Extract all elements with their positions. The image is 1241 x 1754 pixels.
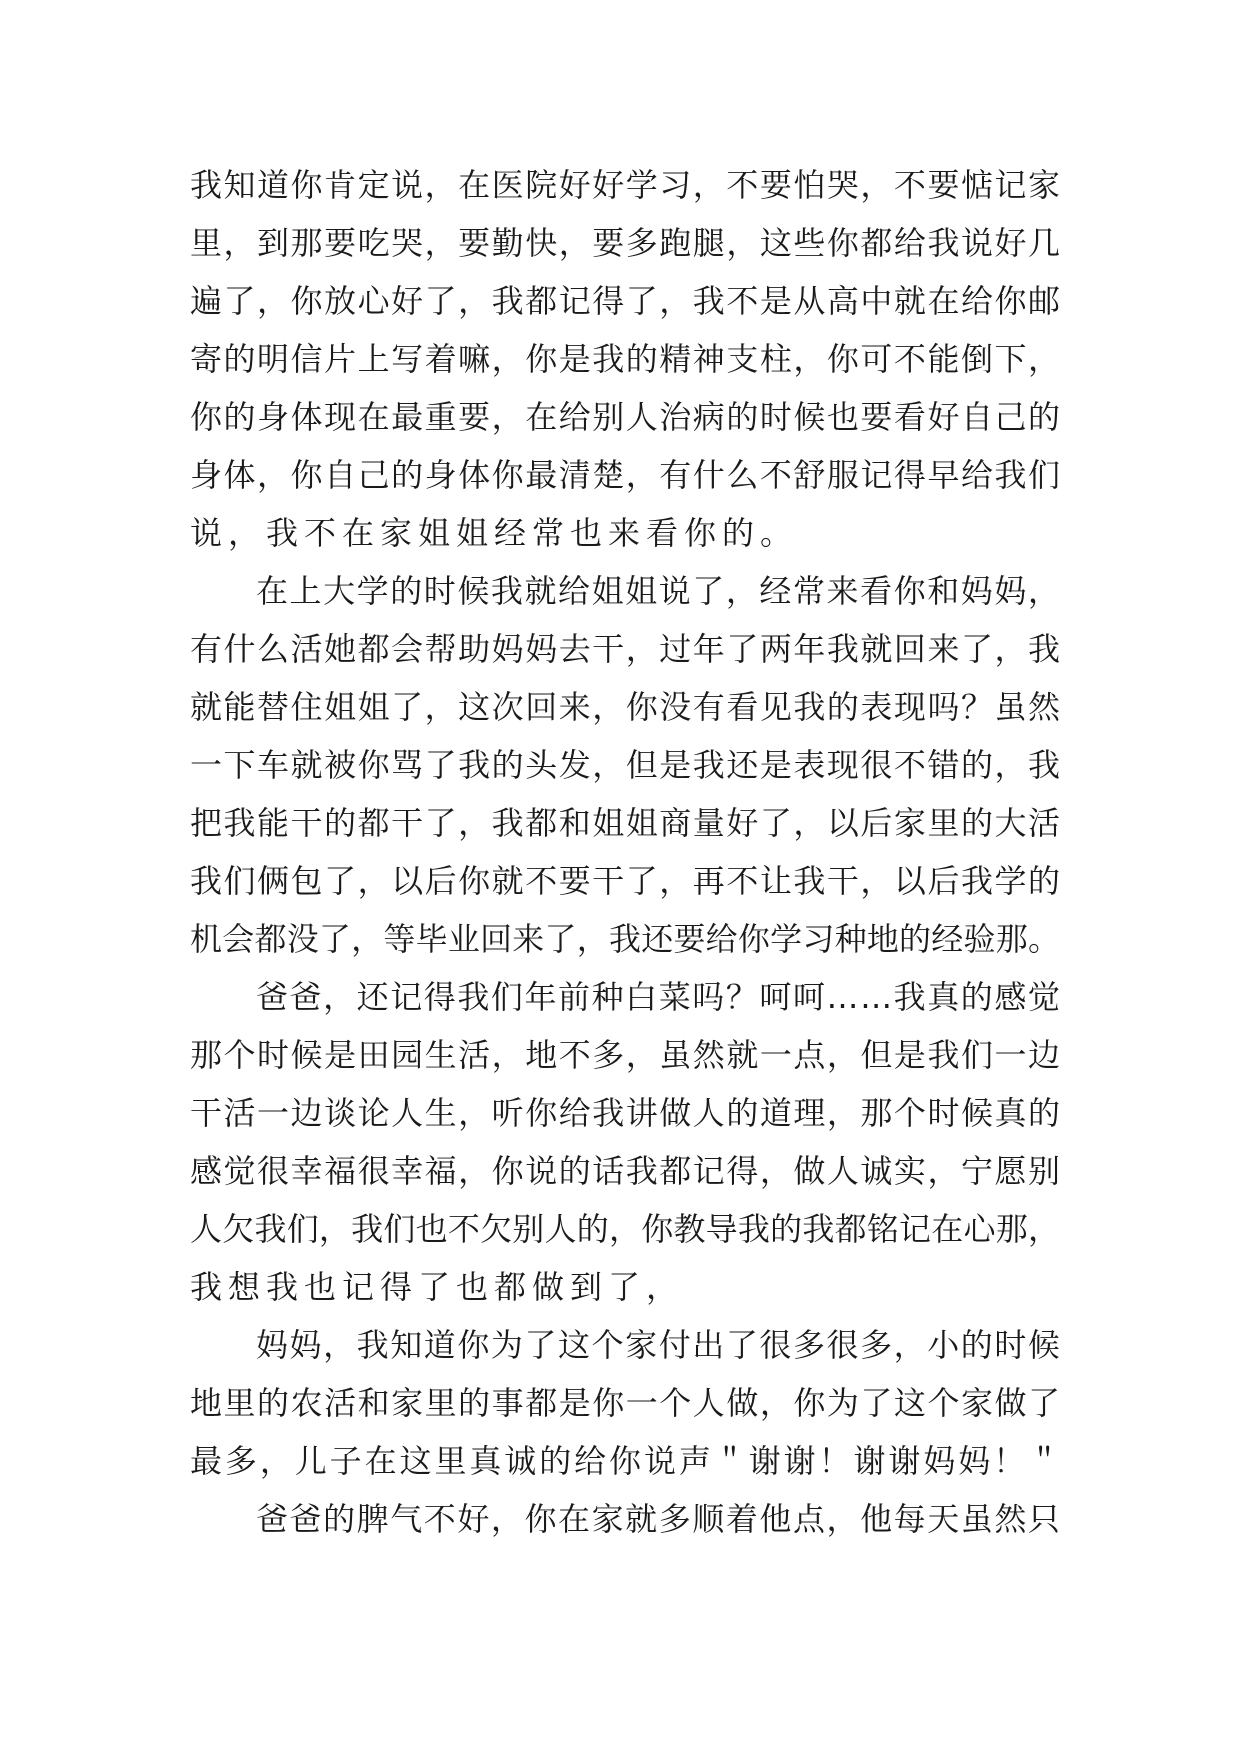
body-text — [190, 156, 1064, 1548]
text-line: 爸爸的脾气不好，你在家就多顺着他点，他每天虽然只 — [256, 1500, 1062, 1538]
text-line: 一下车就被你骂了我的头发，但是我还是表现很不错的，我 — [190, 746, 1062, 784]
text-line: 妈妈，我知道你为了这个家付出了很多很多，小的时候 — [256, 1326, 1062, 1364]
text-line: 有什么活她都会帮助妈妈去干，过年了两年我就回来了，我 — [190, 630, 1062, 668]
text-line: 机会都没了，等毕业回来了，我还要给你学习种地的经验那。 — [190, 920, 1061, 958]
text-line: 人欠我们，我们也不欠别人的，你教导我的我都铭记在心那， — [190, 1210, 1061, 1248]
text-line: 说，我不在家姐姐经常也来看你的。 — [190, 514, 799, 552]
text-line: 地里的农活和家里的事都是你一个人做，你为了这个家做了 — [190, 1384, 1062, 1422]
text-line: 最多，儿子在这里真诚的给你说声＂谢谢！谢谢妈妈！＂ — [190, 1442, 1064, 1480]
text-line: 把我能干的都干了，我都和姐姐商量好了，以后家里的大活 — [190, 804, 1062, 842]
text-line: 就能替住姐姐了，这次回来，你没有看见我的表现吗？虽然 — [190, 688, 1062, 726]
text-line: 我想我也记得了也都做到了， — [190, 1268, 685, 1306]
text-line: 我知道你肯定说，在医院好好学习，不要怕哭，不要惦记家 — [190, 166, 1062, 204]
text-line: 遍了，你放心好了，我都记得了，我不是从高中就在给你邮 — [190, 282, 1062, 320]
text-line: 身体，你自己的身体你最清楚，有什么不舒服记得早给我们 — [190, 456, 1062, 494]
text-line: 寄的明信片上写着嘛，你是我的精神支柱，你可不能倒下， — [190, 340, 1062, 378]
text-line: 里，到那要吃哭，要勤快，要多跑腿，这些你都给我说好几 — [190, 224, 1062, 262]
text-line: 你的身体现在最重要，在给别人治病的时候也要看好自己的 — [190, 398, 1062, 436]
text-line: 那个时候是田园生活，地不多，虽然就一点，但是我们一边 — [190, 1036, 1062, 1074]
text-line: 干活一边谈论人生，听你给我讲做人的道理，那个时候真的 — [190, 1094, 1062, 1132]
text-line: 爸爸，还记得我们年前种白菜吗？呵呵……我真的感觉 — [256, 978, 1062, 1016]
text-line: 感觉很幸福很幸福，你说的话我都记得，做人诚实，宁愿别 — [190, 1152, 1062, 1190]
text-line: 我们俩包了，以后你就不要干了，再不让我干，以后我学的 — [190, 862, 1062, 900]
text-line: 在上大学的时候我就给姐姐说了，经常来看你和妈妈， — [256, 572, 1062, 610]
